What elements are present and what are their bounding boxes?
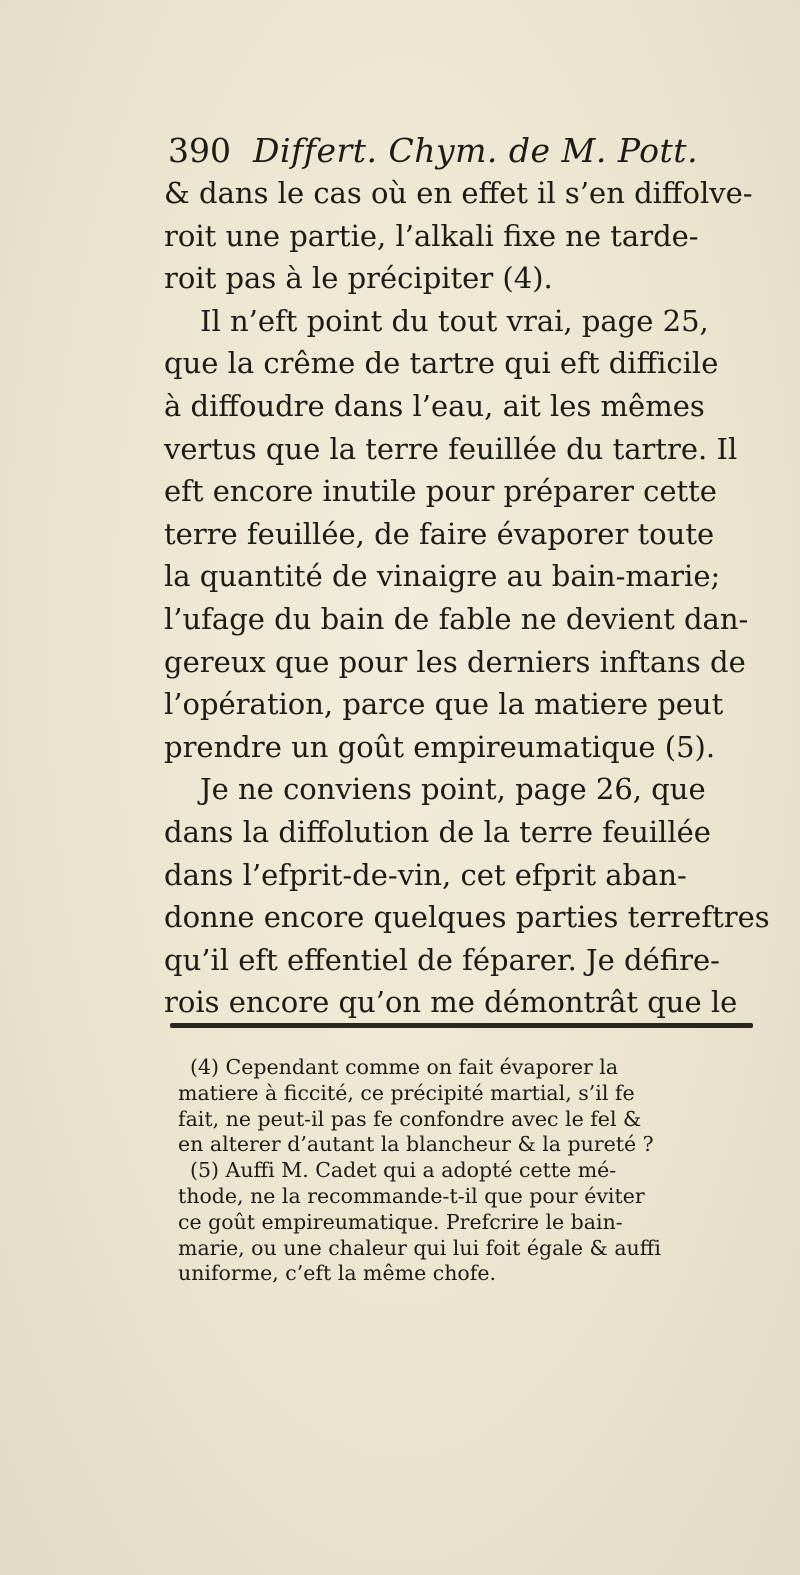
text-line: & dans le cas où en effet il s’en diffolve- (164, 176, 753, 210)
text-line: gereux que pour les derniers inftans de (164, 644, 746, 679)
text-line: roit pas à le précipiter (4). (164, 261, 553, 296)
footnote-line: matiere à ficcité, ce précipité martial, s’il fe (178, 1080, 635, 1105)
page-header (168, 128, 728, 174)
text-line: qu’il eft effentiel de féparer. Je défire- (164, 942, 720, 977)
footnote-separator-rule (170, 1023, 753, 1028)
footnote-line: thode, ne la recommande-t-il que pour éviter (178, 1183, 645, 1208)
text-line: que la crême de tartre qui eft difficile (164, 346, 719, 381)
text-line: roit une partie, l’alkali fixe ne tarde- (164, 218, 699, 253)
text-line: prendre un goût empireumatique (5). (164, 729, 716, 764)
text-line: à diffoudre dans l’eau, ait les mêmes (164, 388, 705, 423)
text-line: terre feuillée, de faire évaporer toute (164, 516, 715, 551)
footnote-line: (5) Auffi M. Cadet qui a adopté cette mé- (190, 1158, 617, 1183)
text-line: Il n’eft point du tout vrai, page 25, (200, 303, 709, 338)
footnotes (178, 1055, 776, 1287)
text-line: eft encore inutile pour préparer cette (164, 474, 717, 509)
text-line: dans la diffolution de la terre feuillée (164, 814, 711, 849)
text-line: l’ufage du bain de fable ne devient dan- (164, 601, 749, 636)
text-line: Je ne conviens point, page 26, que (200, 772, 706, 807)
text-line: rois encore qu’on me démontrât que le (164, 985, 738, 1020)
footnote-line: ce goût empireumatique. Prefcrire le bain- (178, 1209, 623, 1234)
text-line: la quantité de vinaigre au bain-marie; (164, 559, 721, 594)
page-number: 390 (168, 131, 231, 170)
text-line: dans l’efprit-de-vin, cet efprit aban- (164, 857, 687, 892)
footnote-line: uniforme, c’eft la même chofe. (178, 1261, 496, 1286)
text-line: vertus que la terre feuillée du tartre. Il (164, 431, 738, 466)
footnote-line: marie, ou une chaleur qui lui foit égale & auffi (178, 1235, 661, 1260)
footnote-line: en alterer d’autant la blancheur & la pureté ? (178, 1132, 654, 1157)
footnote-line: (4) Cependant comme on fait évaporer la (190, 1055, 619, 1079)
text-line: l’opération, parce que la matiere peut (164, 687, 724, 722)
running-title: Differt. Chym. de M. Pott. (253, 131, 699, 170)
main-text (164, 172, 774, 1024)
text-line: donne encore quelques parties terreftres (164, 900, 770, 935)
footnote-line: fait, ne peut-il pas fe confondre avec le fel & (178, 1106, 642, 1131)
